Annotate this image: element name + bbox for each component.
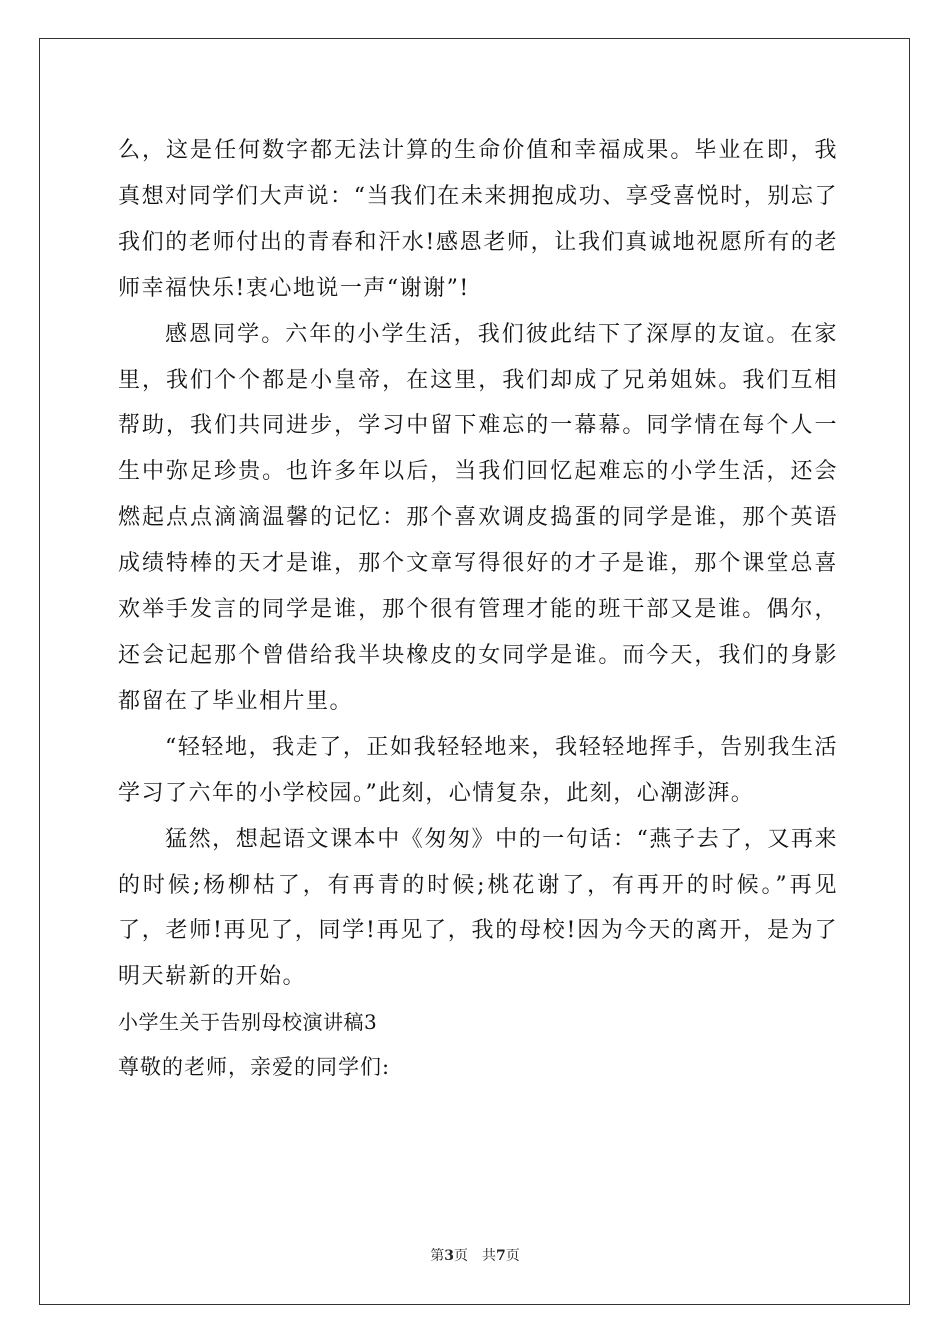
paragraph-continuation: 么，这是任何数字都无法计算的生命价值和幸福成果。毕业在即，我真想对同学们大声说：“当我们在未来拥抱成功、享受喜悦时，别忘了我们的老师付出的青春和汗水!感恩老师，让我们真诚地祝愿所有的老师幸福快乐!衷心地说一声“谢谢”! — [118, 138, 838, 301]
total-prefix: 共 — [482, 1248, 496, 1264]
document-body — [118, 128, 838, 1090]
total-pages: 7 — [496, 1248, 506, 1264]
paragraph-farewell-quote: “轻轻地，我走了，正如我轻轻地来，我轻轻地挥手，告别我生活学习了六年的小学校园。”此刻，心情复杂，此刻，心潮澎湃。 — [118, 734, 838, 806]
section-heading: 小学生关于告别母校演讲稿3 — [118, 1010, 378, 1035]
page-footer — [0, 1247, 950, 1265]
paragraph-congcong: 猛然，想起语文课本中《匆匆》中的一句话：“燕子去了，又再来的时候;杨柳枯了，有再青的时候;桃花谢了，有再开的时候。”再见了，老师!再见了，同学!再见了，我的母校!因为今天的离开，是为了明天崭新的开始。 — [118, 826, 838, 990]
page-prefix: 第 — [430, 1248, 445, 1264]
salutation: 尊敬的老师，亲爱的同学们: — [118, 1055, 391, 1080]
total-suffix: 页 — [505, 1248, 520, 1264]
page-number: 3 — [444, 1248, 454, 1264]
page-suffix: 页 — [454, 1248, 468, 1264]
paragraph-thank-classmates: 感恩同学。六年的小学生活，我们彼此结下了深厚的友谊。在家里，我们个个都是小皇帝，在这里，我们却成了兄弟姐妹。我们互相帮助，我们共同进步，学习中留下难忘的一幕幕。同学情在每个人一生中弥足珍贵。也许多年以后，当我们回忆起难忘的小学生活，还会燃起点点滴滴温馨的记忆：那个喜欢调皮捣蛋的同学是谁，那个英语成绩特棒的天才是谁，那个文章写得很好的才子是谁，那个课堂总喜欢举手发言的同学是谁，那个很有管理才能的班干部又是谁。偶尔，还会记起那个曾借给我半块橡皮的女同学是谁。而今天，我们的身影都留在了毕业相片里。 — [118, 321, 838, 714]
